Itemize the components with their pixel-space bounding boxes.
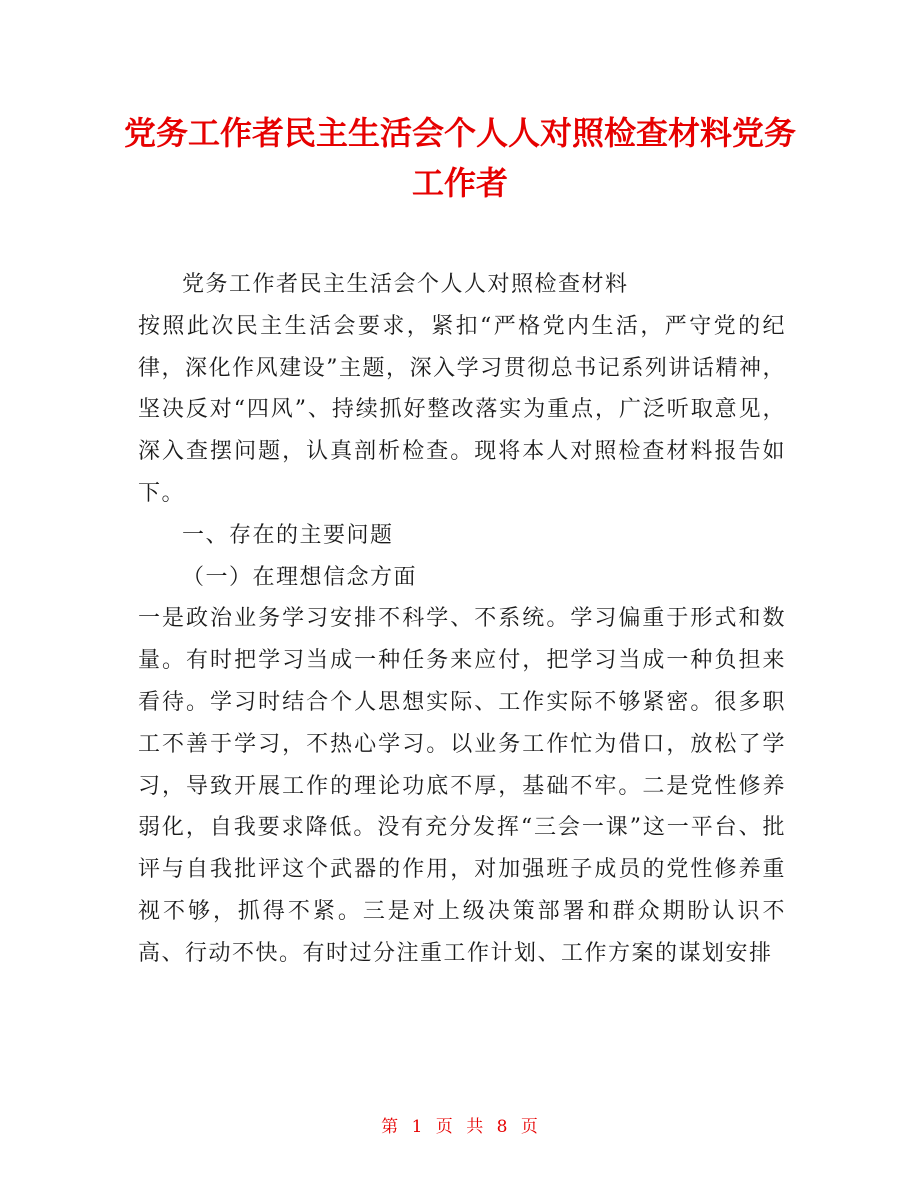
document-body (138, 264, 786, 975)
total-label: 共 (466, 1117, 485, 1137)
paragraph-intro: 按照此次民主生活会要求，紧扣“严格党内生活，严守党的纪律，深化作风建设”主题，深入学习贯彻总书记系列讲话精神，坚决反对“四风”、持续抓好整改落实为重点，广泛听取意见，深入查摆问题，认真剖析检查。现将本人对照检查材料报告如下。 (138, 313, 786, 506)
page-label-2: 页 (435, 1117, 454, 1137)
section-heading-1: 一、存在的主要问题 (182, 522, 394, 548)
total-pages-number: 8 (496, 1117, 509, 1137)
page-footer (0, 1112, 920, 1137)
paragraph-subtitle: 党务工作者民主生活会个人人对照检查材料 (182, 272, 629, 297)
subsection-heading-1: （一）在理想信念方面 (182, 564, 418, 590)
page-label-1: 第 (381, 1117, 400, 1137)
paragraph-content: 一是政治业务学习安排不科学、不系统。学习偏重于形式和数量。有时把学习当成一种任务来应付，把学习当成一种负担来看待。学习时结合个人思想实际、工作实际不够紧密。很多职工不善于学习，不热心学习。以业务工作忙为借口，放松了学习，导致开展工作的理论功底不厚，基础不牢。二是党性修养弱化，自我要求降低。没有充分发挥“三会一课”这一平台、批评与自我批评这个武器的作用，对加强班子成员的党性修养重视不够，抓得不紧。三是对上级决策部署和群众期盼认识不高、行动不快。有时过分注重工作计划、工作方案的谋划安排 (138, 606, 786, 966)
page-label-3: 页 (520, 1117, 539, 1137)
document-title: 党务工作者民主生活会个人人对照检查材料党务工作者 (123, 114, 796, 202)
current-page-number: 1 (411, 1117, 424, 1137)
